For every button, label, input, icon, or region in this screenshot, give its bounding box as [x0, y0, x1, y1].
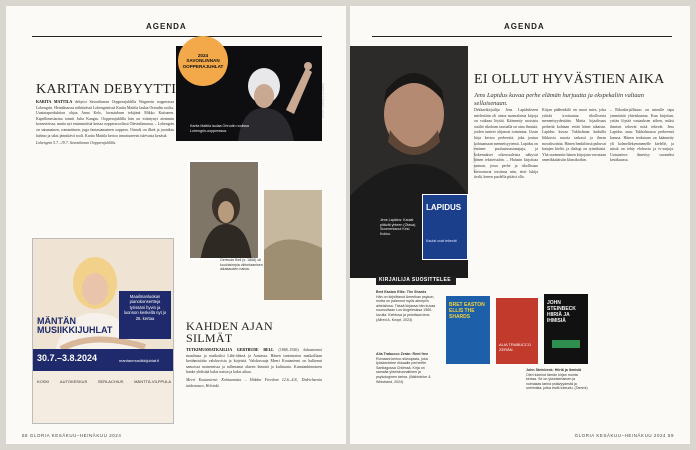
- book-caption: Jens Lapidus: Kaulat pitävät yhteen (Otava). Suomentanut Kirsi Kokko.: [380, 218, 417, 236]
- book-cover-trabucco: [496, 298, 538, 364]
- bell-photo: [188, 160, 260, 260]
- book-cover-shards: [446, 296, 490, 364]
- article-footer: Meeri Koutaniemi: Kohtaamisia – Hidden Freedom 12.6.–4.8., Didrichsenin taidemuseo, Helsinki.: [186, 377, 322, 388]
- article-subtitle: Jens Lapidus kuvaa perhe elämän hurjuutta ja ekspekaliin valtaan sellaisenaan.: [474, 92, 644, 107]
- article-lead: TUTKIMUSMATKAILIJA GERTRUDE BELL: [186, 348, 274, 352]
- reco-text: Olen lukenut tämän kirjan monta kertaa. Se on yksinkertainen ja voimakas tarina ystävyydestä ja unelmista, jotka eivät toteudu. (Tammi): [526, 372, 588, 391]
- book-title: LAPIDUS: [426, 203, 462, 212]
- ad-title: MÄNTÄN MUSIIKKIJUHLAT: [37, 316, 113, 335]
- landscape-photo: [264, 190, 322, 300]
- writer-photo-caption: Gertrude Bell (s. 1868) oli kuuluisimpia viktoriaanisen aikakauden naisia.: [220, 258, 263, 272]
- sponsor-logo: KOSKI: [37, 379, 50, 384]
- oopperajuhlat-badge: [178, 36, 228, 86]
- article-column: Kirjan päähenkilö on nuori mies, joka yrittää irrottautua rikollisesta menneisyydestään. Mutta lojaalisuus perhettä kohtaan vetää hänet takaisin. Lapidus kuvaa Tukholman kaduilla liikkuvia nuoria tarkasti ja ilman moralisointia. Hänen henkilönsä puhuvat katujen kieltä, ja dialogi on rytmikästä. Yhä useammin hänen kirjojaan verrataan amerikkalaisiin klassikoihin.: [542, 108, 606, 163]
- photo-credit: KUVA: ANDREA KLEMEK: [321, 82, 326, 118]
- right-page: [350, 6, 690, 444]
- reco-item: [376, 290, 438, 350]
- article-title: KAHDEN AJAN SILMÄT: [186, 319, 273, 345]
- book-cover-steinbeck: [544, 294, 588, 364]
- article-body: [36, 100, 174, 147]
- badge-line: SAVONLINNAN: [186, 58, 220, 64]
- left-page: [6, 6, 346, 444]
- divider: [372, 36, 672, 37]
- reco-item: [526, 368, 588, 424]
- book-cover-text: JOHN STEINBECK HIIRIÄ JA IHMISIÄ: [547, 300, 576, 324]
- reco-title: Bret Easton Ellis: The Shards: [376, 290, 427, 294]
- reco-item: [376, 352, 438, 422]
- article-lead: KARITA MATTILA: [36, 100, 73, 104]
- sponsor-logos: [37, 379, 171, 384]
- veiled-portrait-image: [190, 162, 260, 260]
- desert-image: [264, 190, 322, 300]
- mantta-ad: [32, 238, 174, 424]
- book-cover-text: BRET EASTON ELLIS THE SHARDS: [449, 302, 485, 320]
- article-title: KARITAN DEBYYTTI: [36, 82, 177, 97]
- book-subtitle: Kaulat ovat tekevät: [426, 239, 457, 243]
- reco-header: KIRJAILIJA SUOSITTELEE: [379, 277, 451, 283]
- ad-box-text: Maailmanluokan pianokonsertteja tyrissäni hyvin ja luonnon keskellä nyt jo 25. kertaa: [119, 291, 171, 339]
- article-footer: Lohengrin 5.7.–19.7. Savonlinnan Oopperajuhlilla.: [36, 141, 117, 146]
- page-footer: 58 GLORIA KESÄKUU–HEINÄKUU 2024: [22, 433, 122, 438]
- badge-year: 2024: [197, 52, 209, 58]
- reco-title: John Steinbeck: Hiiriä ja ihmisiä: [526, 368, 582, 372]
- ad-url[interactable]: mantanmusiikkijuhlat.fi: [119, 358, 160, 363]
- book-cover-text: ALIA TRABUCCO ZERÁN: [499, 342, 531, 352]
- section-label: AGENDA: [504, 22, 545, 31]
- section-label: AGENDA: [146, 22, 187, 31]
- article-column: – Rikoskirjallisuus on minulle tapa ymmärtää yhteiskuntaa. Kun kirjoitan, yritän löytää vastauksen siihen, miksi ihmiset tekevät mitä tekevät. Jens Lapidus asuu Tukholmassa perheensä kanssa. Hänen teoksiaan on käännetty yli kolmellekymmenelle kielelle, ja niistä on tehty elokuvia ja tv-sarjoja. Uutuusteos ilmestyy suomeksi kesäkuussa.: [610, 108, 674, 163]
- sponsor-logo: AUTOKESKUS: [59, 379, 88, 384]
- article-title: EI OLLUT HYVÄSTIEN AIKA: [474, 72, 665, 87]
- sponsor-logo: SERLACHIUS: [97, 379, 124, 384]
- article-column: Dekkarikirjailija Jens Lapidukseen mielestään oli ainoa suomalaisia kirjoja on vaikeaa löytää. Käännetty ruotsista sisältö rikoksen taustalla on aina ihmisiä, joiden tunteet ohjaavat toimintaa. Uusin kirja kertoo perheestä, joka joutuu kohtaamaan menneisyytensä. Lapidus on entinen puolustusasianajaja, ja kokemukset oikeussaleista näkyvät hänen teksteissään. – Halusin kirjoittaa tarinan, jossa perhe ja rikollisuus kietoutuvat toisiinsa niin, ettei lukija tiedä, kenen puolella pitäisi olla.: [474, 108, 538, 180]
- lapidus-book-cover: [422, 194, 468, 260]
- article-body: [186, 348, 322, 389]
- ad-dates: 30.7.–3.8.2024: [37, 353, 98, 363]
- badge-line: OOPPERAJUHLAT: [182, 63, 224, 69]
- page-footer: GLORIA KESÄKUU–HEINÄKUU 2024 59: [574, 433, 674, 438]
- reco-text: Hän on kirjoittanut Amerikan psykon, mutta on palannut myös aiempiin aiheisiinsa. Tässä kirjassa hän kuvaa nuoruuttaan Los Angelesissa 1980-luvulla. Kiehtova ja pelottava teos. (Alfred A. Knopf, 2023): [376, 294, 436, 322]
- article-text: debytoi Savonlinnan Oopperajuhlilla Wagnerin oopperassa Lohengrin. Heinäkuussa nähtävässä Lohengrinissä Karita Mattila laulaa Ortrudin roolia. Uusintaproduktion ohjaa Anna Kelo, lavastuksen tekijänä Mikko Kuitunen. Kapellimestarina toimii Juha Kangas. Oopperajuhlilla hän on esiintynyt aiemmin konserteissa, mutta nyt ensimmäistä kertaa oopperaroolissa Olavinlinnassa. – Lohengrin on satumainen, romanttinen, juga fantasiamainen ooppera. Ortrudi on ilkeä ja juonikas hahmo ja siksi jännittävä rooli. Karita Mattila kertoo innostuneesti tulevasta kesästä.: [36, 100, 174, 138]
- sponsor-logo: MÄNTTÄ-VILPPULA: [134, 379, 171, 384]
- reco-title: Alia Trabucco Zerán: Rent free: [376, 352, 429, 356]
- opera-photo-caption: Karita Mattila laulaa Ortrudin roolissa Lohengrin-oopperassa.: [190, 124, 249, 133]
- photo-credit: KUVA: STEFAN TELL: [472, 143, 477, 173]
- divider: [32, 36, 322, 37]
- article-text: (1868–1926) dokumentoi maailmaa ja matkoiksi Lähi-idässä ja Aasiassa. Hänen tuntematon matkoillaan keräämistään valokuvista ja kirjeistä. Valokuvaaja Meeri Koutaniemi on kulkenut samoissa maisemissa ja tallentanut alueen ihmisiä ja kulttuuria. Kunnianhimoinen hanke yhdistää kaksi naista ja kaksi aikaa.: [186, 348, 322, 375]
- reco-text: Romaani kertoo siivoojasta, joka työskentelee rikkaalle perheelle Santiagossa Chilessä. Kirja on samalla yhteiskunnallinen ja psykologinen tarina. (Wahlström & Widstrand, 2024): [376, 356, 431, 384]
